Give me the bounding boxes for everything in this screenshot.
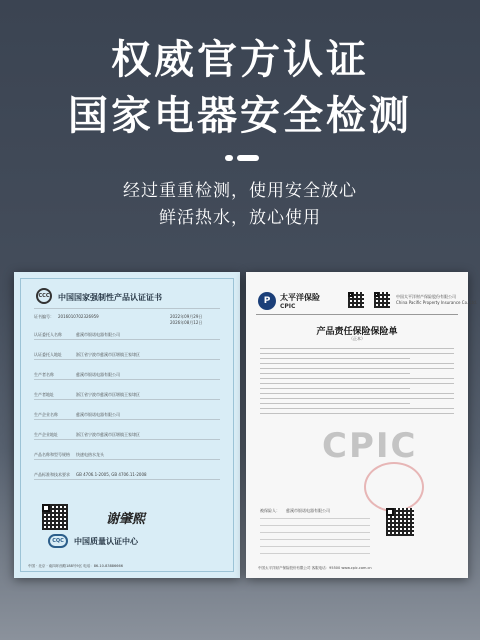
text-line [260,353,454,354]
text-line [260,518,370,519]
field-value: 慈溪市银诺电器有限公司 [76,332,120,337]
text-line [260,363,454,364]
field-label: 生产企业地址 [34,432,58,437]
field-value: 浙江省宁波市慈溪市匡堰镇王家埭区 [76,432,140,437]
text-line [260,398,454,399]
signature: 谢肇熙 [106,512,146,527]
field-label: 生产企业名称 [34,412,58,417]
field-divider [34,399,220,400]
subtitle-line-2: 鲜活热水，放心使用 [159,208,321,228]
text-line [260,408,454,409]
field-divider [34,419,220,420]
field-divider [34,339,220,340]
ccc-certificate-image [14,272,240,578]
date-issued: 2022年09月29日 [170,314,203,319]
field-label: 产品标准和技术要求 [34,472,70,477]
text-line [260,368,454,369]
policy-title: 产品责任保险保险单 [316,327,398,337]
certificate-footer: 中国 · 北京 · 南四环西路188号9区 电话：86-10-83886666 [28,564,123,568]
field-label: 生产者名称 [34,372,54,377]
company-name-en: CPIC [280,303,296,310]
text-line [260,383,454,384]
field-divider [34,359,220,360]
title-divider [34,308,220,309]
field-label: 生产者地址 [34,392,54,397]
field-label: 认证委托人地址 [34,352,62,357]
text-line [260,373,410,374]
field-divider [34,479,220,480]
insured-label: 被保险人： [260,508,280,513]
text-line [260,525,370,526]
ccc-mark-icon: CCC [36,288,52,304]
text-line [260,378,454,379]
text-line [260,358,410,359]
policy-footer: 中国太平洋财产保险股份有限公司 客服电话：95500 www.cpic.com.cn [258,566,372,570]
qr-code-icon [42,504,68,530]
certificate-title: 中国国家强制性产品认证证书 [58,293,162,302]
header-divider [256,314,458,315]
cpic-watermark: CPIC [322,426,418,466]
field-divider [34,379,220,380]
date-expire: 2026年08月12日 [170,320,203,325]
cert-no-label: 证书编号： [34,314,54,319]
text-line [260,413,454,414]
text-line [260,532,370,533]
field-divider [34,459,220,460]
corp-name: 中国太平洋财产保险股份有限公司 [396,294,456,299]
cert-no: 2016010702326959 [58,314,99,319]
text-line [260,348,454,349]
field-value: 慈溪市银诺电器有限公司 [76,412,120,417]
insurance-policy-image [246,272,478,578]
text-line [260,546,370,547]
issuer-name: 中国质量认证中心 [74,537,138,546]
qr-code-icon [386,508,414,536]
cqc-seal-icon: CQC [48,534,68,548]
insured-value: 慈溪市银诺电器有限公司 [286,508,330,513]
field-label: 认证委托人名称 [34,332,62,337]
qr-code-icon [374,292,390,308]
field-value: GB 4706.1-2005, GB 4706.11-2008 [76,472,147,477]
company-name: 太平洋保险 [280,293,320,302]
text-line [260,403,410,404]
field-value: 慈溪市银诺电器有限公司 [76,372,120,377]
divider-bar [237,155,259,161]
headline-line-2: 国家电器安全检测 [68,93,412,139]
text-line [260,539,370,540]
corp-name-en: China Pacific Property Insurance Co.,Ltd. [396,300,478,305]
policy-original-label: （正本） [349,336,365,341]
subtitle-line-1: 经过重重检测，使用安全放心 [123,181,357,201]
headline-line-1: 权威官方认证 [111,37,369,83]
field-value: 浙江省宁波市慈溪市匡堰镇王家埭区 [76,392,140,397]
company-seal-icon [364,462,424,512]
field-divider [34,439,220,440]
text-line [260,388,410,389]
field-value: 浙江省宁波市慈溪市匡堰镇王家埭区 [76,352,140,357]
divider [225,155,259,161]
field-value: 快速电热水龙头 [76,452,104,457]
text-line [260,393,454,394]
cpic-logo-icon: P [258,292,276,310]
qr-code-icon [348,292,364,308]
text-line [260,553,370,554]
field-label: 产品名称和型号规格 [34,452,70,457]
divider-dot [225,155,233,161]
